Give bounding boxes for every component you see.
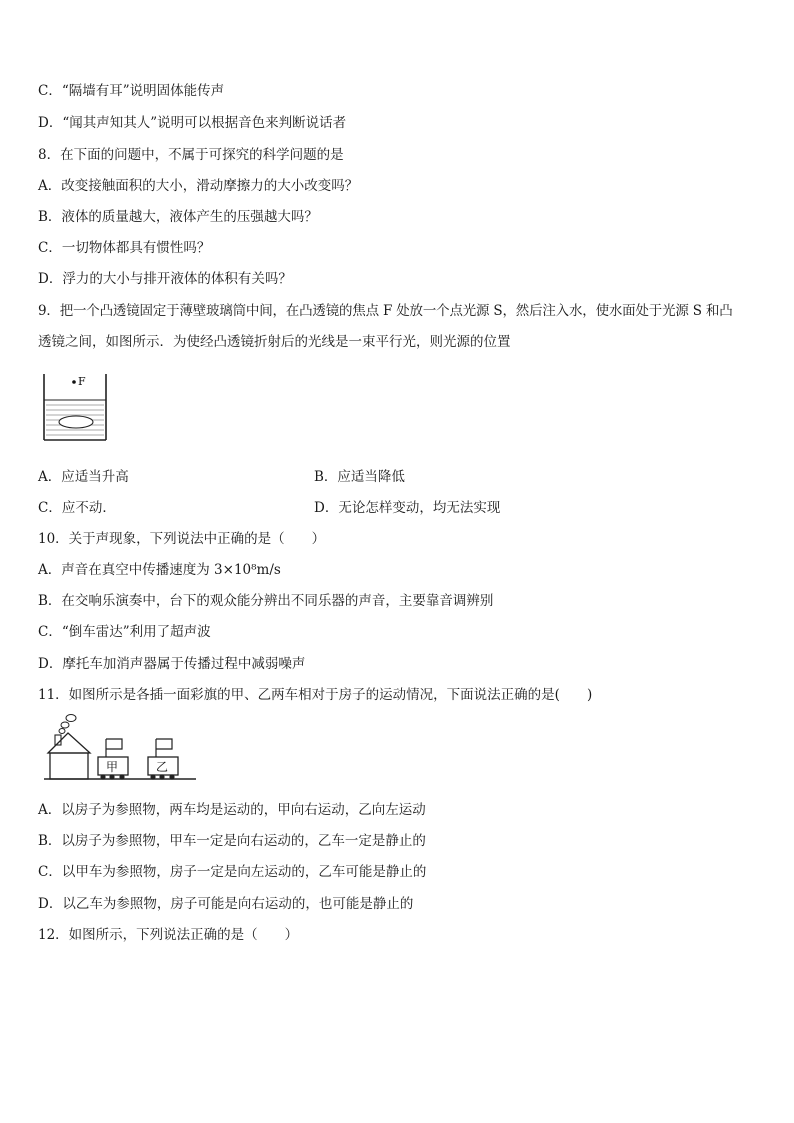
q8-option-a: A．改变接触面积的大小，滑动摩擦力的大小改变吗？ <box>38 178 359 194</box>
focus-label: F <box>78 375 86 388</box>
q11-option-b: B．以房子为参照物，甲车一定是向右运动的，乙车一定是静止的 <box>38 833 426 849</box>
q9-stem-line1: 9．把一个凸透镜固定于薄壁玻璃筒中间，在凸透镜的焦点 F 处放一个点光源 S，然后注入水，使水面处于光源 S 和凸 <box>38 303 733 319</box>
q9-option-d: D．无论怎样变动，均无法实现 <box>314 500 501 516</box>
svg-text:甲: 甲 <box>106 760 119 774</box>
q7-option-c: C．“隔墙有耳”说明固体能传声 <box>38 83 225 99</box>
q8-stem: 8．在下面的问题中，不属于可探究的科学问题的是 <box>38 147 344 163</box>
q8-option-d: D．浮力的大小与排开液体的体积有关吗？ <box>38 271 292 287</box>
q9-option-c: C．应不动． <box>38 500 116 516</box>
svg-text:乙: 乙 <box>156 760 169 774</box>
q7-option-d: D．“闻其声知其人”说明可以根据音色来判断说话者 <box>38 115 347 131</box>
q10-option-c: C．“倒车雷达”利用了超声波 <box>38 624 211 640</box>
q10-option-b: B．在交响乐演奏中，台下的观众能分辨出不同乐器的声音，主要靠音调辨别 <box>38 593 494 609</box>
q8-option-c: C．一切物体都具有惯性吗？ <box>38 240 211 256</box>
flag-jia <box>106 739 122 749</box>
q10-option-a: A．声音在真空中传播速度为 3×10⁸m/s <box>38 562 281 578</box>
q10-option-d: D．摩托车加消声器属于传播过程中减弱噪声 <box>38 656 306 672</box>
car-jia <box>98 739 128 780</box>
q11-option-a: A．以房子为参照物，两车均是运动的，甲向右运动，乙向左运动 <box>38 802 426 818</box>
q11-option-c: C．以甲车为参照物，房子一定是向左运动的，乙车可能是静止的 <box>38 864 427 880</box>
q9-option-a: A．应适当升高 <box>38 469 129 485</box>
q10-stem: 10．关于声现象，下列说法中正确的是（ ） <box>38 531 326 547</box>
convex-lens <box>59 416 93 428</box>
house-body <box>50 753 88 779</box>
glass-cylinder-lens-figure <box>40 370 112 444</box>
house-and-cars-figure <box>40 713 200 783</box>
chimney-smoke <box>59 715 76 734</box>
flag-yi <box>156 739 172 749</box>
q8-option-b: B．液体的质量越大，液体产生的压强越大吗？ <box>38 209 318 225</box>
q12-stem: 12．如图所示，下列说法正确的是（ ） <box>38 927 299 943</box>
point-source-dot <box>72 380 76 384</box>
house-roof <box>48 733 90 753</box>
q11-option-d: D．以乙车为参照物，房子可能是向右运动的，也可能是静止的 <box>38 896 414 912</box>
q11-stem: 11．如图所示是各插一面彩旗的甲、乙两车相对于房子的运动情况，下面说法正确的是( ) <box>38 687 593 703</box>
q9-option-b: B．应适当降低 <box>314 469 405 485</box>
car-yi <box>148 739 178 780</box>
q9-stem-line2: 透镜之间，如图所示．为使经凸透镜折射后的光线是一束平行光，则光源的位置 <box>38 334 511 350</box>
